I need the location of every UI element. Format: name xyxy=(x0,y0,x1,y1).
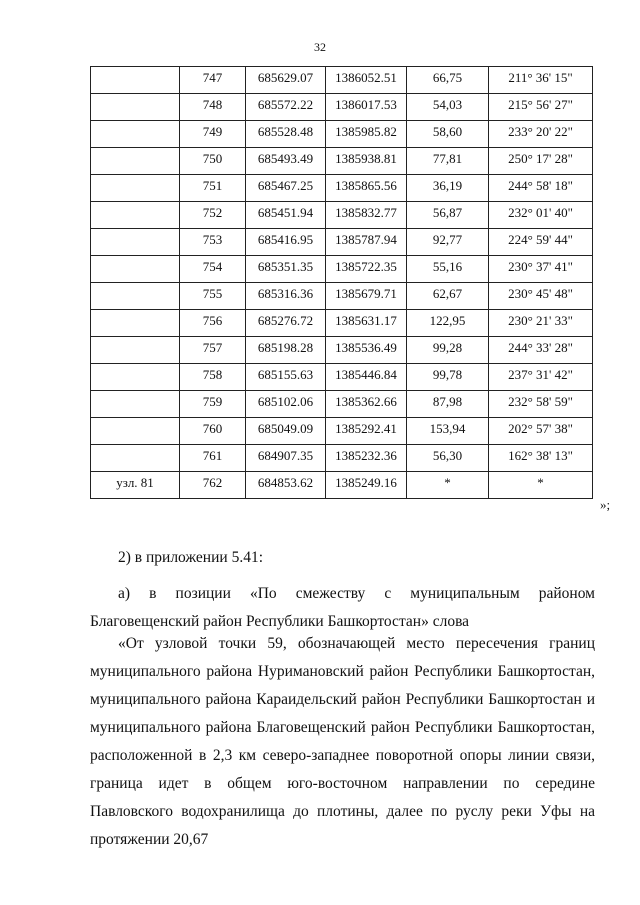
table-row xyxy=(91,94,593,121)
cell-label xyxy=(91,256,180,283)
cell-angle: 224° 59' 44" xyxy=(489,229,593,256)
cell-angle: 215° 56' 27" xyxy=(489,94,593,121)
cell-angle: 211° 36' 15" xyxy=(489,67,593,94)
cell-angle: 232° 58' 59" xyxy=(489,391,593,418)
cell-point: 751 xyxy=(180,175,246,202)
cell-point: 754 xyxy=(180,256,246,283)
cell-x: 685467.25 xyxy=(246,175,326,202)
cell-length: 77,81 xyxy=(407,148,489,175)
cell-angle: 250° 17' 28" xyxy=(489,148,593,175)
table-row xyxy=(91,175,593,202)
cell-label xyxy=(91,148,180,175)
cell-length: 92,77 xyxy=(407,229,489,256)
paragraph-text: 2) в приложении 5.41: xyxy=(118,549,263,566)
cell-x: 684907.35 xyxy=(246,445,326,472)
cell-x: 685198.28 xyxy=(246,337,326,364)
cell-point: 748 xyxy=(180,94,246,121)
cell-x: 684853.62 xyxy=(246,472,326,499)
cell-point: 757 xyxy=(180,337,246,364)
cell-point: 752 xyxy=(180,202,246,229)
table-row xyxy=(91,337,593,364)
paragraph-text: «От узловой точки 59, обозначающей место пересечения границ муниципального района Нуримановский район Республики Башкортостан, муниципального района Караидельский район Республики Башкортостан и муниципального района Благовещенский район Республики Башкортостан, расположенной в 2,3 км северо-западнее поворотной опоры линии связи, граница идет в общем юго-восточном направлении по середине Павловского водохранилища до плотины, далее по руслу реки Уфы на протяжении 20,67 xyxy=(90,635,595,848)
cell-y: 1385631.17 xyxy=(326,310,407,337)
cell-y: 1385985.82 xyxy=(326,121,407,148)
cell-length: 54,03 xyxy=(407,94,489,121)
cell-angle: 230° 21' 33" xyxy=(489,310,593,337)
cell-angle: 162° 38' 13" xyxy=(489,445,593,472)
cell-y: 1386052.51 xyxy=(326,67,407,94)
table-row xyxy=(91,148,593,175)
table-row xyxy=(91,229,593,256)
cell-y: 1385938.81 xyxy=(326,148,407,175)
cell-y: 1385362.66 xyxy=(326,391,407,418)
cell-label xyxy=(91,67,180,94)
cell-length: * xyxy=(407,472,489,499)
cell-angle: 233° 20' 22" xyxy=(489,121,593,148)
cell-length: 153,94 xyxy=(407,418,489,445)
table-row xyxy=(91,472,593,499)
cell-x: 685528.48 xyxy=(246,121,326,148)
cell-length: 58,60 xyxy=(407,121,489,148)
cell-y: 1385787.94 xyxy=(326,229,407,256)
cell-point: 762 xyxy=(180,472,246,499)
cell-x: 685572.22 xyxy=(246,94,326,121)
cell-label xyxy=(91,94,180,121)
paragraph-item-2 xyxy=(90,544,595,572)
cell-length: 99,78 xyxy=(407,364,489,391)
cell-point: 760 xyxy=(180,418,246,445)
cell-x: 685493.49 xyxy=(246,148,326,175)
cell-x: 685416.95 xyxy=(246,229,326,256)
cell-point: 756 xyxy=(180,310,246,337)
cell-y: 1385232.36 xyxy=(326,445,407,472)
cell-x: 685155.63 xyxy=(246,364,326,391)
cell-point: 747 xyxy=(180,67,246,94)
cell-point: 750 xyxy=(180,148,246,175)
table-row xyxy=(91,202,593,229)
cell-x: 685276.72 xyxy=(246,310,326,337)
cell-point: 758 xyxy=(180,364,246,391)
cell-x: 685629.07 xyxy=(246,67,326,94)
table-row xyxy=(91,283,593,310)
cell-label xyxy=(91,283,180,310)
cell-angle: 244° 58' 18" xyxy=(489,175,593,202)
cell-y: 1385722.35 xyxy=(326,256,407,283)
table-row xyxy=(91,391,593,418)
cell-length: 87,98 xyxy=(407,391,489,418)
cell-label xyxy=(91,310,180,337)
cell-angle: 244° 33' 28" xyxy=(489,337,593,364)
table-row xyxy=(91,445,593,472)
cell-y: 1385249.16 xyxy=(326,472,407,499)
cell-length: 56,30 xyxy=(407,445,489,472)
cell-x: 685102.06 xyxy=(246,391,326,418)
coordinates-table xyxy=(90,66,593,499)
cell-point: 761 xyxy=(180,445,246,472)
cell-angle: 232° 01' 40" xyxy=(489,202,593,229)
table-row xyxy=(91,121,593,148)
cell-point: 753 xyxy=(180,229,246,256)
cell-y: 1385292.41 xyxy=(326,418,407,445)
cell-label xyxy=(91,418,180,445)
cell-point: 749 xyxy=(180,121,246,148)
cell-angle: * xyxy=(489,472,593,499)
cell-label: узл. 81 xyxy=(91,472,180,499)
cell-y: 1386017.53 xyxy=(326,94,407,121)
paragraph-text: а) в позиции «По смежеству с муниципальным районом Благовещенский район Республики Башкортостан» слова xyxy=(90,585,595,630)
table-row xyxy=(91,67,593,94)
table-row xyxy=(91,418,593,445)
cell-length: 56,87 xyxy=(407,202,489,229)
cell-x: 685351.35 xyxy=(246,256,326,283)
cell-label xyxy=(91,337,180,364)
cell-length: 122,95 xyxy=(407,310,489,337)
cell-length: 36,19 xyxy=(407,175,489,202)
cell-label xyxy=(91,229,180,256)
cell-label xyxy=(91,202,180,229)
paragraph-quoted-text xyxy=(90,630,595,854)
cell-angle: 237° 31' 42" xyxy=(489,364,593,391)
cell-label xyxy=(91,175,180,202)
paragraph-item-a xyxy=(90,580,595,636)
page-number: 32 xyxy=(314,40,326,54)
cell-point: 755 xyxy=(180,283,246,310)
cell-label xyxy=(91,121,180,148)
cell-length: 99,28 xyxy=(407,337,489,364)
cell-angle: 202° 57' 38" xyxy=(489,418,593,445)
cell-y: 1385536.49 xyxy=(326,337,407,364)
cell-angle: 230° 45' 48" xyxy=(489,283,593,310)
table-row xyxy=(91,364,593,391)
cell-x: 685049.09 xyxy=(246,418,326,445)
cell-length: 55,16 xyxy=(407,256,489,283)
cell-x: 685451.94 xyxy=(246,202,326,229)
cell-x: 685316.36 xyxy=(246,283,326,310)
cell-y: 1385446.84 xyxy=(326,364,407,391)
cell-label xyxy=(91,445,180,472)
table-row xyxy=(91,310,593,337)
table-row xyxy=(91,256,593,283)
cell-y: 1385679.71 xyxy=(326,283,407,310)
cell-y: 1385865.56 xyxy=(326,175,407,202)
cell-point: 759 xyxy=(180,391,246,418)
cell-length: 66,75 xyxy=(407,67,489,94)
cell-y: 1385832.77 xyxy=(326,202,407,229)
table-closing-quote: »; xyxy=(600,497,611,512)
cell-angle: 230° 37' 41" xyxy=(489,256,593,283)
cell-length: 62,67 xyxy=(407,283,489,310)
cell-label xyxy=(91,364,180,391)
cell-label xyxy=(91,391,180,418)
